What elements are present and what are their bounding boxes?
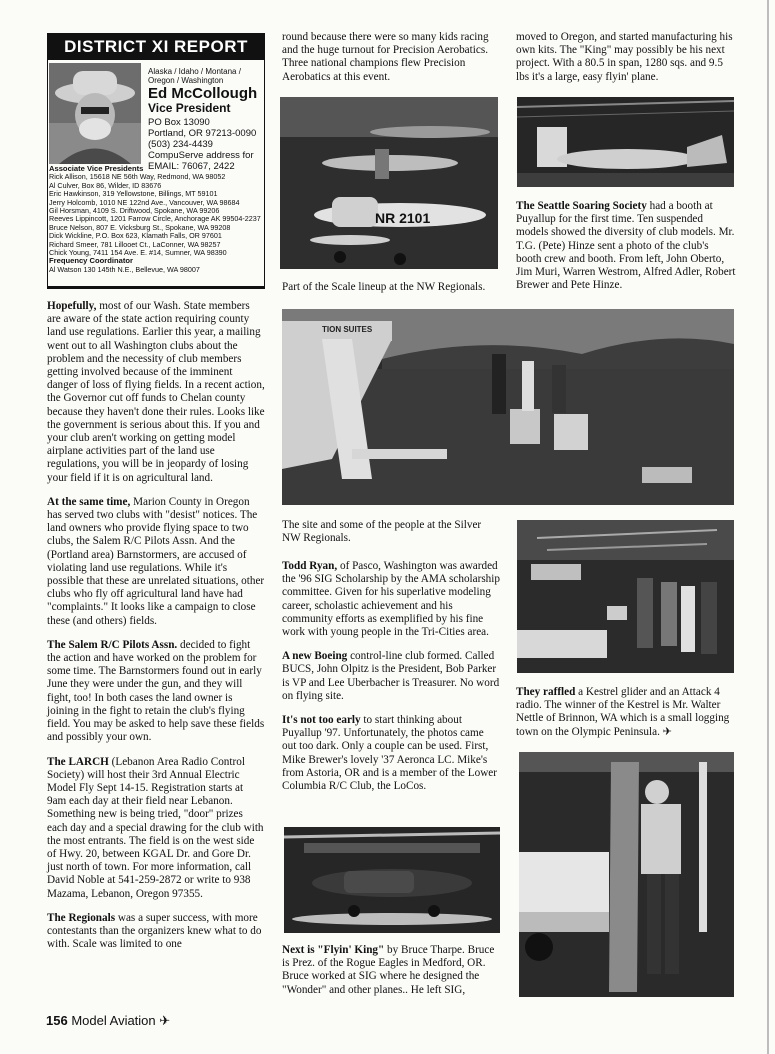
paragraph bbox=[47, 639, 265, 745]
end-mark-icon: ✈ bbox=[662, 725, 673, 738]
paragraph-lead: It's not too early bbox=[282, 714, 361, 727]
vp-portrait-photo bbox=[49, 63, 141, 164]
paragraph-body: most of our Wash. State members are aware of the state action requiring county land use regulations. Earlier this year, a mailing went out to all Washington clubs about the problem and the necessity of club members getting involved because of the imminent danger of loss of flying fields. In a recent action, the Governor cut off funds to Chelan county because they haven't done their rules. Looks like the government is serious about this. If you and your club aren't working on getting model airplane activities part of the land use regulations, you will be in jeopardy of losing your field if it is on agricultural land. bbox=[47, 300, 265, 484]
plane-icon: ✈ bbox=[159, 1013, 171, 1028]
hangar-model-photo bbox=[517, 97, 734, 187]
scale-lineup-photo bbox=[280, 97, 498, 269]
paragraph-body: was a super success, with more contestants than the organizers knew what to do with. Scale was limited to one bbox=[47, 911, 262, 951]
paragraph bbox=[516, 200, 736, 292]
paragraph-lead: The Seattle Soaring Society bbox=[516, 200, 647, 212]
paragraph bbox=[282, 650, 500, 703]
region-states: Alaska / Idaho / Montana / Oregon / Washington bbox=[148, 67, 241, 85]
paragraph-body: control-line club formed. Called BUCS, John Olpitz is the President, Bob Parker is VP and Lee Uberbacher is Treasurer. No word on flying site. bbox=[282, 650, 500, 702]
magazine-name: Model Aviation bbox=[71, 1013, 156, 1028]
address-line: CompuServe address for bbox=[148, 150, 254, 161]
paragraph-body: of Pasco, Washington was awarded the '96 SIG Scholarship by the AMA scholarship committee. Given for his superlative modeling career, scholastic achievement and his community efforts as exemplified by his fine work with young people in the Tri-Cities area. bbox=[282, 560, 500, 639]
column-3-seattle-text bbox=[516, 200, 736, 303]
vp-name: Ed McCollough bbox=[148, 85, 258, 102]
page-edge-rule bbox=[767, 0, 769, 1054]
associate-entry: Eric Hawkinson, 319 Yellowstone, Billings, MT 59101 bbox=[49, 189, 218, 199]
associate-entry: Gil Horsman, 4109 S. Driftwood, Spokane, WA 99206 bbox=[49, 206, 220, 216]
paragraph bbox=[516, 686, 736, 739]
aeronca-photo bbox=[284, 827, 500, 933]
paragraph-body: decided to fight the action and have worked on the problem for some time. The Barnstormers found out in early June they were under the gun, and they will fight, too! In both cases the land owner is joining in the fight to retain the club's flying field. You may be asked to help save these fields and possibly your own. bbox=[47, 638, 265, 744]
address-line: EMAIL: 76067, 2422 bbox=[148, 161, 235, 172]
paragraph-lead: The Regionals bbox=[47, 911, 116, 924]
paragraph-lead: The LARCH bbox=[47, 755, 109, 768]
vp-title: Vice President bbox=[148, 101, 231, 115]
associate-entry: Rick Allison, 15618 NE 56th Way, Redmond, WA 98052 bbox=[49, 172, 226, 182]
column-3-top-text bbox=[516, 31, 736, 95]
paragraph bbox=[282, 714, 500, 793]
regionals-site-photo bbox=[282, 309, 734, 505]
paragraph-body: by Bruce Tharpe. Bruce is Prez. of the Rogue Eagles in Medford, OR. Bruce worked at SIG where he designed the "Wonder" and other planes.. He left SIG, bbox=[282, 944, 495, 996]
page-footer bbox=[46, 1013, 170, 1029]
paragraph-body: had a booth at Puyallup for the first time. Ten suspended models showed the diversity of club models. Mr. T.G. (Pete) Hinze sent a photo of the club's booth crew and booth. From left, John Oberto, Jim Muri, Warren Westrom, Alfred Adler, Robert Brewer and Pete Hinze. bbox=[516, 200, 736, 292]
plane-registration: NR 2101 bbox=[375, 210, 431, 226]
vp-contact bbox=[148, 67, 262, 172]
address-line: PO Box 13090 bbox=[148, 117, 210, 128]
paragraph-body: a Kestrel glider and an Attack 4 radio. The winner of the Kestrel is Mr. Walter Nettle of Brinnon, WA which is a small logging town on the Olympic Peninsula. bbox=[516, 686, 730, 738]
column-2-bottom-text bbox=[282, 944, 502, 1008]
associate-entry: Chick Young, 7411 154 Ave. E. #14, Sumner, WA 98390 bbox=[49, 248, 227, 258]
paragraph-lead: Hopefully, bbox=[47, 300, 97, 312]
vp-address bbox=[148, 117, 262, 172]
paragraph-lead: They raffled bbox=[516, 686, 576, 698]
paragraph-lead: Next is "Flyin' King" bbox=[282, 944, 385, 956]
paragraph: round because there were so many kids racing and the huge turnout for Precision Aerobatics. Three national champions flew Precision Aerobatics at this event. bbox=[282, 31, 489, 83]
photo-caption: The site and some of the people at the Silver NW Regionals. bbox=[282, 519, 482, 545]
paragraph-lead: At the same time, bbox=[47, 495, 131, 508]
frequency-coordinator-entry: Al Watson 130 145th N.E., Bellevue, WA 98007 bbox=[49, 264, 200, 274]
paragraph-body: Marion County in Oregon has served two clubs with "desist" notices. The land owners who provide flying space to two clubs, the Salem R/C Pilots Assn. And the (Portland area) Barnstormers, are accused of violating land use regulations. While it's possible that these are unrelated situations, other clubs who fly off agricultural land have had "complaints." It looks like a campaign to close these (and others) fields. bbox=[47, 495, 265, 627]
photo-caption: Part of the Scale lineup at the NW Regionals. bbox=[282, 281, 486, 293]
frequency-coordinator-label: Frequency Coordinator bbox=[49, 256, 133, 266]
paragraph bbox=[282, 560, 500, 639]
flyin-king-builder-photo bbox=[519, 752, 734, 997]
tent-sign: TION SUITES bbox=[322, 325, 373, 334]
paragraph: moved to Oregon, and started manufacturing his own kits. The "King" may possibly be his next project. With a 80.5 in span, 1280 sqs. and 9.5 lbs it's a large, easy flyin' plane. bbox=[516, 31, 733, 83]
paragraph bbox=[47, 300, 265, 485]
column-header: DISTRICT XI REPORT bbox=[47, 33, 265, 60]
column-3-raffle-text bbox=[516, 686, 736, 750]
address-line: (503) 234-4439 bbox=[148, 139, 213, 150]
paragraph bbox=[47, 912, 265, 952]
address-line: Portland, OR 97213-0090 bbox=[148, 128, 257, 139]
paragraph-body: to start thinking about Puyallup '97. Unfortunately, the photos came out too dark. Only a couple can be used. First, Mike Brewer's lovely '37 Aeronca LC. Mike's from Astoria, OR and is a member of the Lower Columbia R/C Club, the LoCos. bbox=[282, 714, 497, 793]
associate-label: Associate Vice Presidents bbox=[49, 164, 144, 173]
page-number: 156 bbox=[46, 1013, 68, 1028]
column-2-mid-text bbox=[282, 560, 500, 804]
paragraph-lead: Todd Ryan, bbox=[282, 560, 338, 572]
associate-entry: Richard Smeer, 781 Lillooet Ct., LaConner, WA 98257 bbox=[49, 239, 221, 249]
paragraph bbox=[282, 944, 502, 997]
column-1-text bbox=[47, 300, 265, 962]
box-bottom-rule bbox=[47, 286, 265, 289]
associate-entry: Bruce Nelson, 807 E. Vicksburg St., Spokane, WA 99208 bbox=[49, 222, 231, 232]
paragraph-body: (Lebanon Area Radio Control Society) will host their 3rd Annual Electric Model Fly Sept 14-15. Registration starts at 9am each day at their field near Lebanon. Something new is being tried, "door" prizes each day and a special drawing for the club with the most entrants. The field is on the west side of Hwy. 20, between KGAL Dr. and Gore Dr. just north of town. For more information, call David Noble at 541-259-2872 or write to 938 Mazama, Lebanon, Oregon 97355. bbox=[47, 755, 264, 900]
associate-vp-list bbox=[49, 165, 263, 274]
column-2-top-text bbox=[282, 31, 500, 95]
associate-entry: Jerry Holcomb, 1010 NE 122nd Ave., Vancouver, WA 98684 bbox=[49, 197, 240, 207]
paragraph bbox=[47, 496, 265, 628]
paragraph-lead: The Salem R/C Pilots Assn. bbox=[47, 638, 178, 651]
associate-entry: Dick Wickline, P.O. Box 623, Klamath Falls, OR 97601 bbox=[49, 231, 222, 241]
associate-entry: Reeves Lippincott, 1201 Farrow Circle, Anchorage AK 99504-2237 bbox=[49, 214, 261, 224]
paragraph-lead: A new Boeing bbox=[282, 650, 348, 663]
booth-crew-photo bbox=[517, 520, 734, 673]
paragraph bbox=[47, 756, 265, 901]
associate-entry: Al Culver, Box 86, Wilder, ID 83676 bbox=[49, 180, 162, 190]
